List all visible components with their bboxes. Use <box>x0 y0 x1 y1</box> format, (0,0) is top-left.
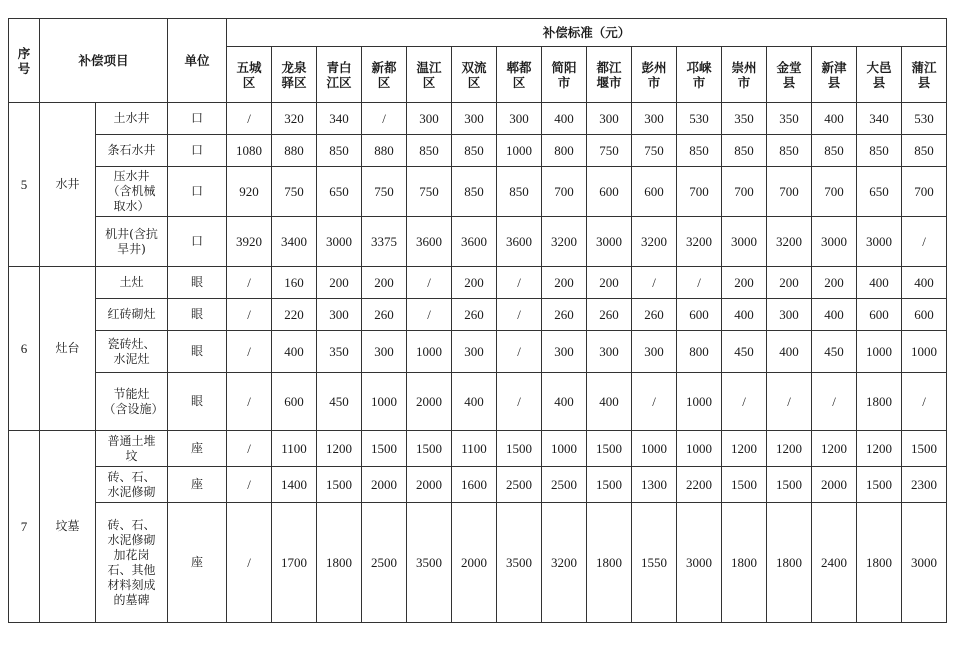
value-cell: 600 <box>677 299 722 331</box>
header-district-label: 青白江区 <box>326 59 352 90</box>
value-cell: 600 <box>632 167 677 217</box>
value-cell: 200 <box>362 267 407 299</box>
value-cell: 400 <box>812 299 857 331</box>
item-unit: 口 <box>168 103 227 135</box>
value-cell: 750 <box>632 135 677 167</box>
value-cell: 3600 <box>452 217 497 267</box>
value-cell: 1500 <box>497 431 542 467</box>
value-cell: 3000 <box>812 217 857 267</box>
value-cell: 800 <box>542 135 587 167</box>
value-cell: 1800 <box>722 503 767 623</box>
header-district <box>587 47 632 103</box>
item-name <box>96 467 168 503</box>
value-cell: 400 <box>857 267 902 299</box>
table-row <box>9 373 947 431</box>
value-cell: 1000 <box>677 431 722 467</box>
value-cell: 3200 <box>542 217 587 267</box>
value-cell: 2200 <box>677 467 722 503</box>
item-name-label: 土灶 <box>119 275 144 289</box>
value-cell: 300 <box>587 331 632 373</box>
item-name <box>96 217 168 267</box>
value-cell: 600 <box>857 299 902 331</box>
value-cell: 530 <box>902 103 947 135</box>
value-cell: 850 <box>317 135 362 167</box>
value-cell: 300 <box>542 331 587 373</box>
table-row <box>9 217 947 267</box>
value-cell: 3375 <box>362 217 407 267</box>
header-district <box>317 47 362 103</box>
value-cell: 700 <box>677 167 722 217</box>
header-district-label: 简阳市 <box>551 59 577 90</box>
value-cell: 3600 <box>407 217 452 267</box>
value-cell: 340 <box>857 103 902 135</box>
value-cell: 3000 <box>677 503 722 623</box>
value-cell: 850 <box>677 135 722 167</box>
value-cell: 920 <box>227 167 272 217</box>
header-district <box>362 47 407 103</box>
value-cell: 300 <box>632 331 677 373</box>
value-cell: 850 <box>452 135 497 167</box>
item-name <box>96 373 168 431</box>
value-cell: 1000 <box>542 431 587 467</box>
header-standard: 补偿标准（元） <box>227 19 947 47</box>
value-cell: 1200 <box>317 431 362 467</box>
value-cell: 400 <box>587 373 632 431</box>
group-name: 灶台 <box>40 267 96 431</box>
item-name-label: 节能灶（含设施） <box>103 386 164 416</box>
value-cell: / <box>722 373 767 431</box>
value-cell: 1200 <box>857 431 902 467</box>
value-cell: / <box>227 373 272 431</box>
item-unit: 口 <box>168 135 227 167</box>
value-cell: 650 <box>317 167 362 217</box>
value-cell: 300 <box>587 103 632 135</box>
item-name <box>96 503 168 623</box>
value-cell: 850 <box>722 135 767 167</box>
value-cell: / <box>497 299 542 331</box>
item-unit: 口 <box>168 217 227 267</box>
header-district-label: 金堂县 <box>776 59 802 90</box>
value-cell: 200 <box>812 267 857 299</box>
header-district <box>272 47 317 103</box>
value-cell: / <box>227 103 272 135</box>
value-cell: 700 <box>902 167 947 217</box>
item-name <box>96 267 168 299</box>
value-cell: 1000 <box>362 373 407 431</box>
value-cell: 450 <box>812 331 857 373</box>
value-cell: / <box>497 331 542 373</box>
value-cell: / <box>497 267 542 299</box>
header-district-label: 新津县 <box>821 59 847 90</box>
value-cell: 200 <box>317 267 362 299</box>
item-name-label: 砖、石、水泥修砌 <box>107 469 156 499</box>
item-name <box>96 103 168 135</box>
header-district <box>722 47 767 103</box>
value-cell: 600 <box>272 373 317 431</box>
value-cell: 750 <box>362 167 407 217</box>
value-cell: 850 <box>497 167 542 217</box>
value-cell: 300 <box>497 103 542 135</box>
value-cell: 1500 <box>722 467 767 503</box>
value-cell: 300 <box>767 299 812 331</box>
table-row <box>9 431 947 467</box>
value-cell: 1500 <box>362 431 407 467</box>
value-cell: 350 <box>317 331 362 373</box>
value-cell: 1000 <box>407 331 452 373</box>
value-cell: 450 <box>722 331 767 373</box>
value-cell: / <box>227 299 272 331</box>
value-cell: 1500 <box>587 431 632 467</box>
value-cell: 450 <box>317 373 362 431</box>
header-district <box>767 47 812 103</box>
value-cell: 220 <box>272 299 317 331</box>
value-cell: 600 <box>587 167 632 217</box>
header-item: 补偿项目 <box>40 19 168 103</box>
table-row <box>9 299 947 331</box>
table-row <box>9 467 947 503</box>
value-cell: 1500 <box>317 467 362 503</box>
value-cell: / <box>497 373 542 431</box>
value-cell: 1800 <box>767 503 812 623</box>
item-name <box>96 431 168 467</box>
value-cell: / <box>227 267 272 299</box>
value-cell: 2000 <box>452 503 497 623</box>
value-cell: / <box>767 373 812 431</box>
value-cell: 2000 <box>362 467 407 503</box>
value-cell: / <box>407 267 452 299</box>
value-cell: 340 <box>317 103 362 135</box>
item-name <box>96 167 168 217</box>
value-cell: / <box>632 267 677 299</box>
value-cell: 400 <box>902 267 947 299</box>
item-unit: 座 <box>168 503 227 623</box>
value-cell: 260 <box>632 299 677 331</box>
group-name: 坟墓 <box>40 431 96 623</box>
value-cell: 1200 <box>812 431 857 467</box>
table-row <box>9 135 947 167</box>
value-cell: 3500 <box>497 503 542 623</box>
header-district-label: 都江堰市 <box>596 59 622 90</box>
value-cell: 850 <box>767 135 812 167</box>
value-cell: 400 <box>722 299 767 331</box>
value-cell: 3200 <box>542 503 587 623</box>
value-cell: 1100 <box>452 431 497 467</box>
value-cell: 1000 <box>497 135 542 167</box>
value-cell: 260 <box>362 299 407 331</box>
value-cell: 1500 <box>902 431 947 467</box>
header-unit: 单位 <box>168 19 227 103</box>
value-cell: 300 <box>452 103 497 135</box>
value-cell: 800 <box>677 331 722 373</box>
value-cell: 300 <box>407 103 452 135</box>
header-district <box>227 47 272 103</box>
value-cell: 3400 <box>272 217 317 267</box>
value-cell: 300 <box>317 299 362 331</box>
value-cell: / <box>362 103 407 135</box>
value-cell: 1500 <box>587 467 632 503</box>
value-cell: 350 <box>722 103 767 135</box>
header-district <box>902 47 947 103</box>
value-cell: 1000 <box>857 331 902 373</box>
value-cell: 1800 <box>857 503 902 623</box>
value-cell: 1000 <box>677 373 722 431</box>
header-district-label: 龙泉驿区 <box>281 59 307 90</box>
value-cell: 300 <box>362 331 407 373</box>
table-row <box>9 503 947 623</box>
header-district <box>542 47 587 103</box>
header-district <box>407 47 452 103</box>
value-cell: 1500 <box>767 467 812 503</box>
value-cell: 1800 <box>857 373 902 431</box>
value-cell: / <box>812 373 857 431</box>
value-cell: / <box>227 331 272 373</box>
header-district <box>497 47 542 103</box>
value-cell: 3000 <box>587 217 632 267</box>
value-cell: 200 <box>542 267 587 299</box>
header-district <box>632 47 677 103</box>
value-cell: 1400 <box>272 467 317 503</box>
value-cell: / <box>227 467 272 503</box>
value-cell: 1500 <box>857 467 902 503</box>
value-cell: / <box>902 373 947 431</box>
value-cell: 1200 <box>767 431 812 467</box>
value-cell: 600 <box>902 299 947 331</box>
value-cell: / <box>227 431 272 467</box>
header-seq <box>9 19 40 103</box>
value-cell: 850 <box>452 167 497 217</box>
value-cell: 1080 <box>227 135 272 167</box>
value-cell: 2500 <box>362 503 407 623</box>
item-name-label: 红砖砌灶 <box>107 307 156 321</box>
value-cell: 750 <box>407 167 452 217</box>
table-row <box>9 331 947 373</box>
value-cell: 400 <box>452 373 497 431</box>
header-district-label: 彭州市 <box>641 59 667 90</box>
table-row <box>9 167 947 217</box>
item-unit: 眼 <box>168 267 227 299</box>
value-cell: 1000 <box>632 431 677 467</box>
value-cell: 3500 <box>407 503 452 623</box>
value-cell: 850 <box>857 135 902 167</box>
value-cell: 3000 <box>317 217 362 267</box>
value-cell: 260 <box>542 299 587 331</box>
value-cell: 530 <box>677 103 722 135</box>
value-cell: / <box>677 267 722 299</box>
item-unit: 座 <box>168 467 227 503</box>
value-cell: 320 <box>272 103 317 135</box>
value-cell: 1800 <box>587 503 632 623</box>
header-district <box>812 47 857 103</box>
header-district-label: 邛崃市 <box>686 59 712 90</box>
item-name-label: 瓷砖灶、水泥灶 <box>107 336 156 366</box>
compensation-table <box>8 18 947 623</box>
item-name <box>96 299 168 331</box>
value-cell: 2500 <box>542 467 587 503</box>
value-cell: 2300 <box>902 467 947 503</box>
item-name-label: 条石水井 <box>107 143 156 157</box>
value-cell: 260 <box>452 299 497 331</box>
group-seq: 7 <box>9 431 40 623</box>
header-district-label: 双流区 <box>461 59 487 90</box>
value-cell: 3200 <box>632 217 677 267</box>
item-name <box>96 135 168 167</box>
item-unit: 座 <box>168 431 227 467</box>
header-district <box>452 47 497 103</box>
value-cell: 300 <box>452 331 497 373</box>
value-cell: 400 <box>812 103 857 135</box>
value-cell: 3000 <box>857 217 902 267</box>
value-cell: 850 <box>902 135 947 167</box>
header-district-label: 蒲江县 <box>911 59 937 90</box>
value-cell: 350 <box>767 103 812 135</box>
value-cell: 200 <box>767 267 812 299</box>
value-cell: 1550 <box>632 503 677 623</box>
value-cell: 700 <box>722 167 767 217</box>
item-unit: 眼 <box>168 373 227 431</box>
header-district-label: 大邑县 <box>866 59 892 90</box>
value-cell: 3920 <box>227 217 272 267</box>
group-seq: 5 <box>9 103 40 267</box>
value-cell: 400 <box>272 331 317 373</box>
value-cell: 3600 <box>497 217 542 267</box>
item-name <box>96 331 168 373</box>
value-cell: 200 <box>587 267 632 299</box>
value-cell: 650 <box>857 167 902 217</box>
value-cell: 750 <box>587 135 632 167</box>
header-district <box>857 47 902 103</box>
value-cell: 2500 <box>497 467 542 503</box>
value-cell: 750 <box>272 167 317 217</box>
item-unit: 眼 <box>168 299 227 331</box>
value-cell: 1500 <box>407 431 452 467</box>
table-row <box>9 267 947 299</box>
item-name-label: 机井(含抗旱井) <box>105 226 158 256</box>
value-cell: 260 <box>587 299 632 331</box>
value-cell: 1000 <box>902 331 947 373</box>
value-cell: / <box>407 299 452 331</box>
value-cell: 700 <box>812 167 857 217</box>
item-name-label: 普通土堆坟 <box>107 433 156 463</box>
value-cell: 880 <box>272 135 317 167</box>
value-cell: 1100 <box>272 431 317 467</box>
header-district <box>677 47 722 103</box>
header-district-label: 温江区 <box>416 59 442 90</box>
value-cell: 1600 <box>452 467 497 503</box>
value-cell: 300 <box>632 103 677 135</box>
item-unit: 口 <box>168 167 227 217</box>
value-cell: 1800 <box>317 503 362 623</box>
value-cell: 160 <box>272 267 317 299</box>
compensation-table-wrapper <box>8 18 947 623</box>
item-name-label: 压水井（含机械取水） <box>107 169 156 213</box>
value-cell: 850 <box>812 135 857 167</box>
value-cell: 2000 <box>407 467 452 503</box>
value-cell: 200 <box>452 267 497 299</box>
value-cell: 2000 <box>812 467 857 503</box>
value-cell: 3200 <box>677 217 722 267</box>
value-cell: 2400 <box>812 503 857 623</box>
value-cell: 850 <box>407 135 452 167</box>
value-cell: 1200 <box>722 431 767 467</box>
header-district-label: 郫都区 <box>506 59 532 90</box>
item-name-label: 土水井 <box>113 111 150 125</box>
value-cell: 400 <box>767 331 812 373</box>
value-cell: 700 <box>767 167 812 217</box>
value-cell: 400 <box>542 103 587 135</box>
item-name-label: 砖、石、水泥修砌加花岗石、其他材料刻成的墓碑 <box>107 517 156 607</box>
value-cell: 3000 <box>902 503 947 623</box>
value-cell: 3000 <box>722 217 767 267</box>
value-cell: 1700 <box>272 503 317 623</box>
group-name: 水井 <box>40 103 96 267</box>
value-cell: 3200 <box>767 217 812 267</box>
value-cell: 880 <box>362 135 407 167</box>
value-cell: 1300 <box>632 467 677 503</box>
header-district-label: 新都区 <box>371 59 397 90</box>
header-district-label: 五城区 <box>236 59 262 90</box>
group-seq: 6 <box>9 267 40 431</box>
value-cell: 400 <box>542 373 587 431</box>
value-cell: / <box>632 373 677 431</box>
value-cell: 200 <box>722 267 767 299</box>
header-seq-label: 序号 <box>17 45 31 76</box>
value-cell: 2000 <box>407 373 452 431</box>
item-unit: 眼 <box>168 331 227 373</box>
header-district-label: 崇州市 <box>731 59 757 90</box>
value-cell: / <box>227 503 272 623</box>
table-row <box>9 103 947 135</box>
value-cell: 700 <box>542 167 587 217</box>
value-cell: / <box>902 217 947 267</box>
